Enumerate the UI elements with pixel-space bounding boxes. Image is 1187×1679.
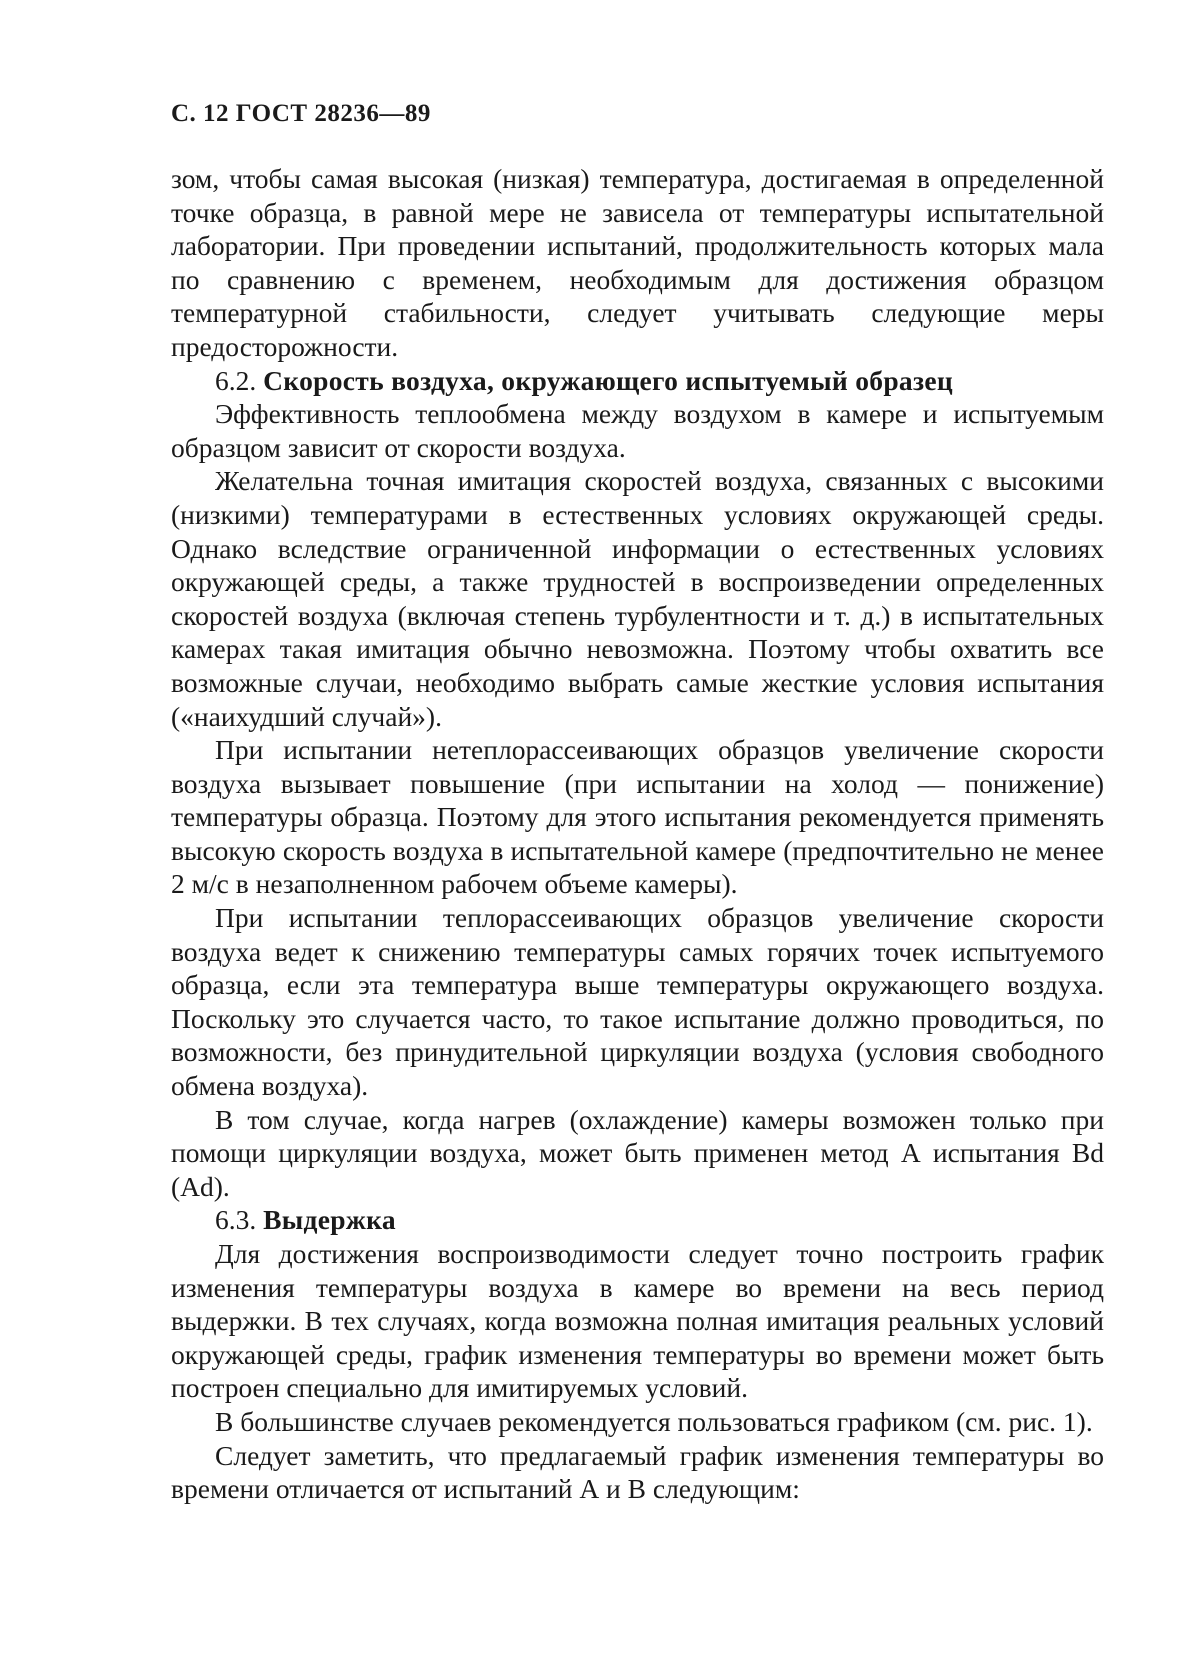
- paragraph-continuation: зом, чтобы самая высокая (низкая) температура, достигаемая в определенной точке образца, в равной мере не зависела от температуры испытательной лаборатории. При проведении испытаний, продолжительность которых мала по сравнению с временем, необходимым для достижения образцом температурной стабильности, следует учитывать следующие меры предосторожности.: [171, 163, 1104, 362]
- paragraph: При испытании теплорассеивающих образцов увеличение скорости воздуха ведет к снижению температуры самых горячих точек испытуемого образца, если эта температура выше температуры окружающего воздуха. Поскольку это случается часто, то такое испытание должно проводиться, по возможности, без принудительной циркуляции воздуха (условия свободного обмена воздуха).: [171, 902, 1104, 1102]
- section-heading-6-2: [171, 364, 1104, 398]
- document-body: [171, 162, 1104, 1506]
- paragraph: Эффективность теплообмена между воздухом в камере и испытуемым образцом зависит от скорости воздуха.: [171, 398, 1104, 463]
- section-title: Выдержка: [263, 1204, 396, 1236]
- section-number: 6.3.: [215, 1204, 257, 1236]
- paragraph: В том случае, когда нагрев (охлаждение) камеры возможен только при помощи циркуляции воздуха, может быть применен метод А испытания Bd (Ad).: [171, 1103, 1104, 1202]
- paragraph: Желательна точная имитация скоростей воздуха, связанных с высокими (низкими) температурами в естественных условиях окружающей среды. Однако вследствие ограниченной информации о естественных условиях окружающей среды, а также трудностей в воспроизведении определенных скоростей воздуха (включая степень турбулентности и т. д.) в испытательных камерах такая имитация обычно невозможна. Поэтому чтобы охватить все возможные случаи, необходимо выбрать самые жесткие условия испытания («наихудший случай»).: [171, 465, 1104, 732]
- section-title: Скорость воздуха, окружающего испытуемый образец: [263, 364, 953, 396]
- paragraph: При испытании нетеплорассеивающих образцов увеличение скорости воздуха вызывает повышение (при испытании на холод — понижение) температуры образца. Поэтому для этого испытания рекомендуется применять высокую скорость воздуха в испытательной камере (предпочтительно не менее 2 м/с в незаполненном рабочем объеме камеры).: [171, 734, 1104, 900]
- page-header: С. 12 ГОСТ 28236—89: [171, 100, 431, 127]
- paragraph: В большинстве случаев рекомендуется пользоваться графиком (см. рис. 1).: [215, 1405, 1093, 1437]
- paragraph: Для достижения воспроизводимости следует точно построить график изменения температуры воздуха в камере во времени на весь период выдержки. В тех случаях, когда возможна полная имитация реальных условий окружающей среды, график изменения температуры во времени может быть построен специально для имитируемых условий.: [171, 1238, 1104, 1404]
- paragraph: Следует заметить, что предлагаемый график изменения температуры во времени отличается от испытаний А и В следующим:: [171, 1439, 1104, 1505]
- section-heading-6-3: [171, 1203, 1104, 1237]
- section-number: 6.2.: [215, 364, 257, 396]
